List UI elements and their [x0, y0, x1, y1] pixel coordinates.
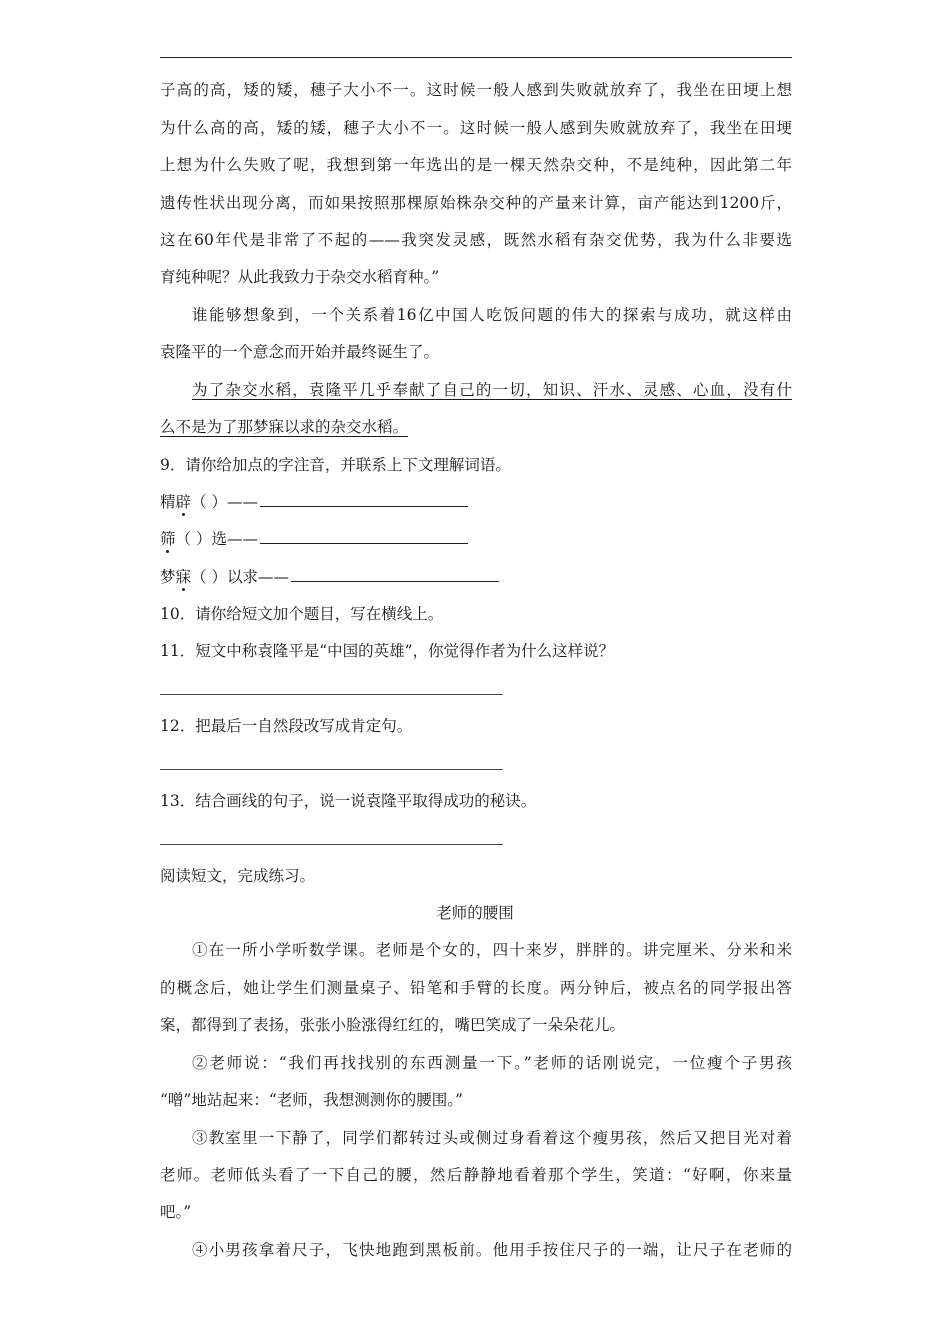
q9-item-suffix: （ ）选——	[175, 530, 258, 548]
reading-instruction: 阅读短文，完成练习。	[160, 867, 316, 885]
answer-line[interactable]	[160, 694, 503, 695]
answer-blank[interactable]	[260, 527, 468, 544]
question-11: 11．短文中称袁隆平是“中国的英雄”，你觉得作者为什么这样说？	[160, 642, 615, 660]
passage1-line: 为什么高的高，矮的矮，穗子大小不一。这时候一般人感到失败就放弃了，我坐在田埂	[160, 119, 792, 137]
passage1-line: 育纯种呢？从此我致力于杂交水稻育种。”	[160, 268, 440, 286]
passage1-para2-line: 袁隆平的一个意念而开始并最终诞生了。	[160, 343, 440, 361]
passage1-line: 上想为什么失败了呢，我想到第一年选出的是一棵天然杂交种，不是纯种，因此第二年	[160, 156, 792, 174]
passage2-line: ①在一所小学听数学课。老师是个女的，四十来岁，胖胖的。讲完厘米、分米和米	[192, 941, 792, 959]
passage1-line: 遗传性状出现分离，而如果按照那棵原始株杂交种的产量来计算，亩产能达到1200斤，	[160, 194, 792, 212]
passage1-line: 这在60年代是非常了不起的——我突发灵感，既然水稻有杂交优势，我为什么非要选	[160, 231, 792, 249]
underlined-sentence: 为了杂交水稻，袁隆平几乎奉献了自己的一切，知识、汗水、灵感、心血，没有什	[192, 381, 792, 399]
q9-item-prefix: 精	[160, 493, 176, 511]
dotted-char: 辟	[175, 493, 192, 511]
q9-item-3	[160, 565, 499, 587]
underlined-sentence: 么不是为了那梦寐以求的杂交水稻。	[160, 418, 409, 436]
question-10: 10．请你给短文加个题目，写在横线上。	[160, 605, 444, 623]
passage2-line: ②老师说：“我们再找找别的东西测量一下。”老师的话刚说完，一位瘦个子男孩	[192, 1054, 792, 1072]
question-12: 12．把最后一自然段改写成肯定句。	[160, 717, 413, 735]
answer-line[interactable]	[160, 769, 503, 770]
passage2-line: 的概念后，她让学生们测量桌子、铅笔和手臂的长度。两分钟后，被点名的同学报出答	[160, 979, 792, 997]
passage1-para2-line: 谁能够想象到，一个关系着16亿中国人吃饭问题的伟大的探索与成功，就这样由	[192, 306, 792, 324]
answer-line[interactable]	[160, 844, 503, 845]
passage1-line: 子高的高，矮的矮，穗子大小不一。这时候一般人感到失败就放弃了，我坐在田埂上想	[160, 81, 792, 99]
q9-item-1	[160, 490, 468, 512]
q9-item-2	[160, 527, 468, 549]
question-9: 9．请你给加点的字注音，并联系上下文理解词语。	[160, 456, 511, 474]
passage2-line: 老师。老师低头看了一下自己的腰，然后静静地看着那个学生，笑道：“好啊，你来量	[160, 1166, 792, 1184]
header-rule	[160, 57, 792, 58]
passage2-line: 案，都得到了表扬，张张小脸涨得红红的，嘴巴笑成了一朵朵花儿。	[160, 1016, 626, 1034]
answer-blank[interactable]	[260, 490, 468, 507]
q9-item-suffix: （ ）以求——	[191, 568, 289, 586]
passage2-line: “噌”地站起来：“老师，我想测测你的腰围。”	[160, 1091, 463, 1109]
dotted-char: 寐	[175, 568, 192, 586]
q9-item-suffix: （ ）——	[191, 493, 258, 511]
answer-blank[interactable]	[291, 565, 499, 582]
passage2-title: 老师的腰围	[436, 904, 514, 922]
passage2-line: 吧。”	[160, 1203, 192, 1221]
dotted-char: 筛	[160, 530, 176, 548]
passage2-line: ④小男孩拿着尺子，飞快地跑到黑板前。他用手按住尺子的一端，让尺子在老师的	[192, 1241, 792, 1259]
q9-item-prefix: 梦	[160, 568, 176, 586]
passage2-line: ③教室里一下静了，同学们都转过头或侧过身看着这个瘦男孩，然后又把目光对着	[192, 1129, 792, 1147]
question-13: 13．结合画线的句子，说一说袁隆平取得成功的秘诀。	[160, 792, 537, 810]
